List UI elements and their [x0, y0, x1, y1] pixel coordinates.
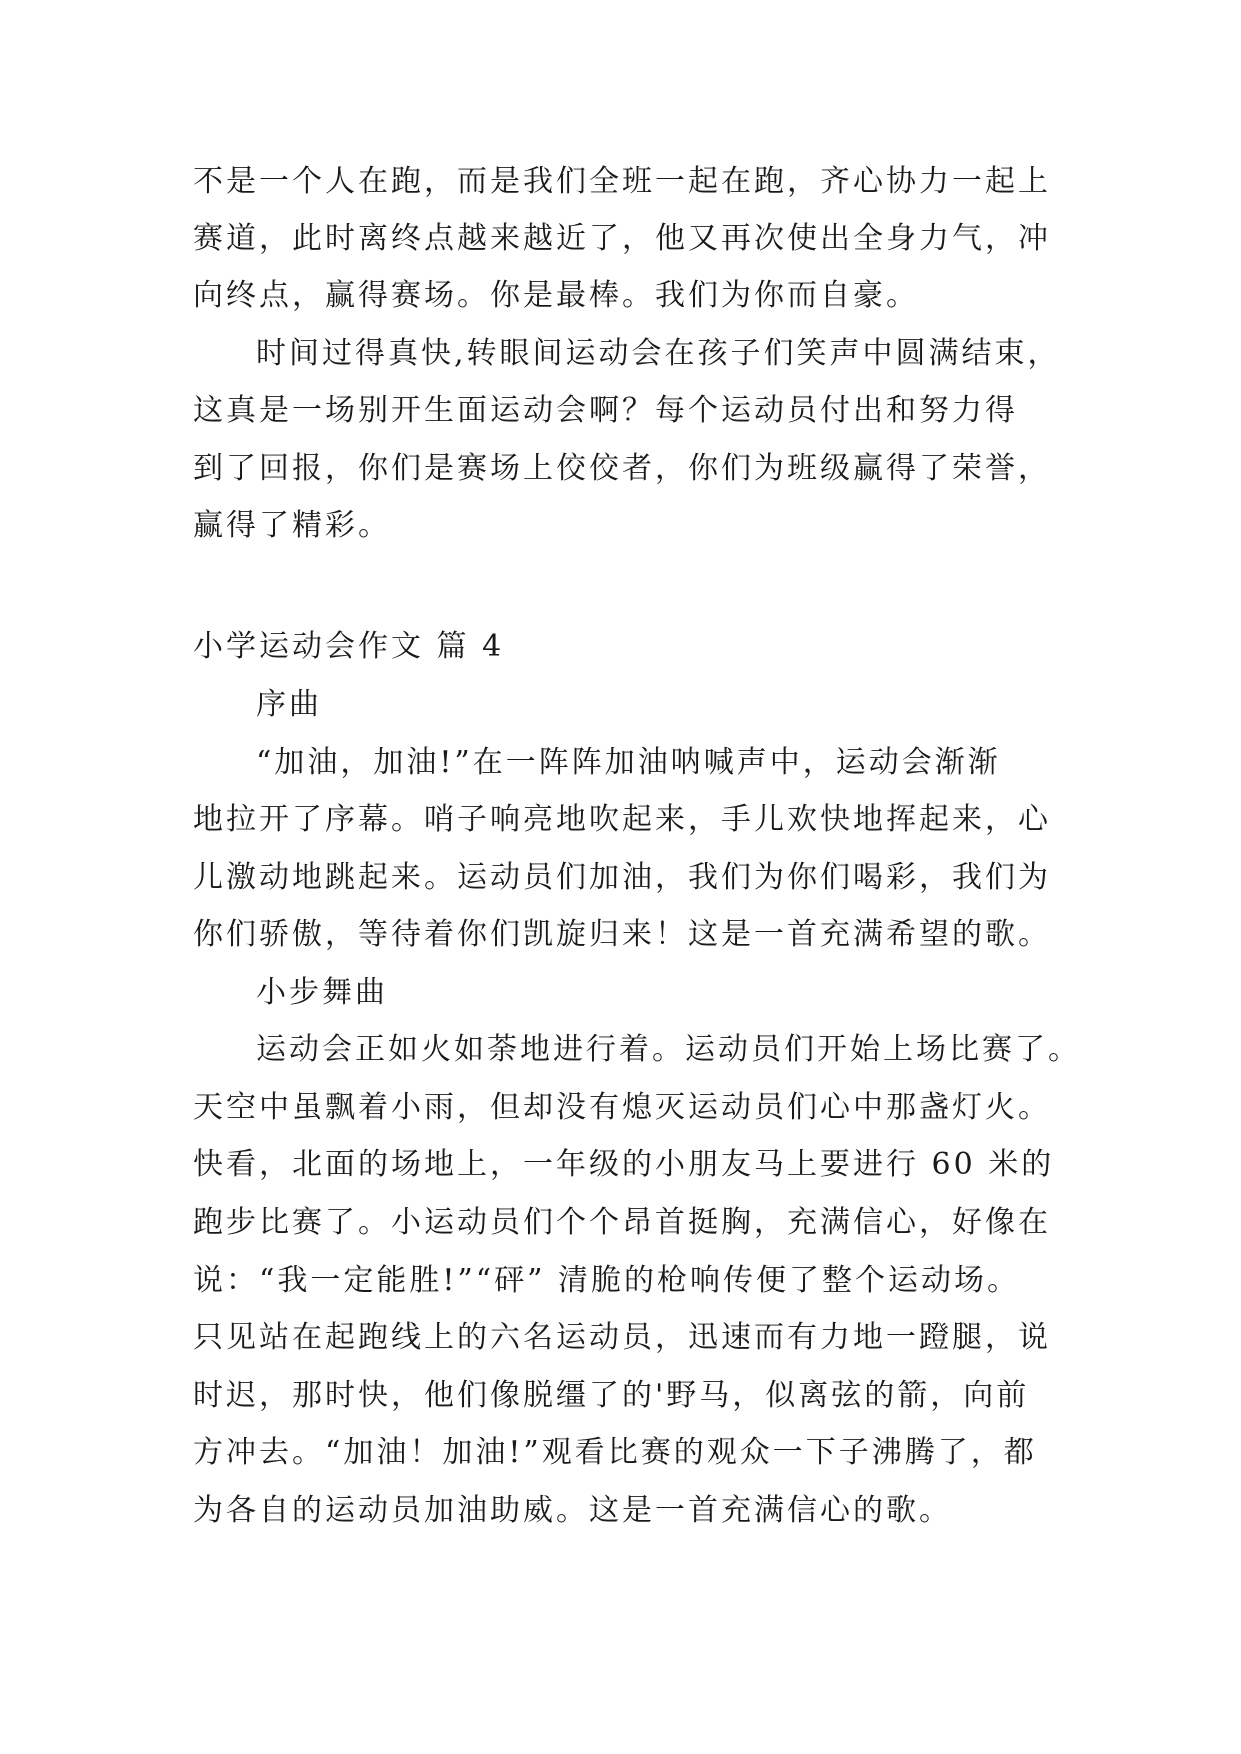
paragraph-line: 天空中虽飘着小雨，但却没有熄灭运动员们心中那盏灯火。: [193, 1090, 1051, 1125]
paragraph-line: 到了回报，你们是赛场上佼佼者，你们为班级赢得了荣誉，: [193, 451, 1051, 486]
paragraph-line: 这真是一场别开生面运动会啊？每个运动员付出和努力得: [193, 393, 1018, 428]
paragraph-line: 说：“我一定能胜!”“砰” 清脆的枪响传便了整个运动场。: [193, 1263, 1020, 1298]
paragraph-line: 地拉开了序幕。哨子响亮地吹起来，手儿欢快地挥起来，心: [193, 802, 1051, 837]
section-title: 小学运动会作文 篇 4: [193, 629, 505, 664]
paragraph-line: 赢得了精彩。: [193, 508, 391, 543]
subsection-heading: 小步舞曲: [256, 975, 388, 1010]
paragraph-line: 赛道，此时离终点越来越近了，他又再次使出全身力气，冲: [193, 221, 1051, 256]
paragraph-line: 方冲去。“加油！加油!”观看比赛的观众一下子沸腾了，都: [193, 1435, 1037, 1470]
paragraph-line: 只见站在起跑线上的六名运动员，迅速而有力地一蹬腿，说: [193, 1320, 1051, 1355]
paragraph-line: 向终点，赢得赛场。你是最棒。我们为你而自豪。: [193, 278, 919, 313]
paragraph-line: 时迟，那时快，他们像脱缰了的'野马，似离弦的箭，向前: [193, 1378, 1030, 1413]
paragraph-line: 跑步比赛了。小运动员们个个昂首挺胸，充满信心，好像在: [193, 1205, 1051, 1240]
subsection-heading: 序曲: [256, 687, 322, 722]
paragraph-line: 运动会正如火如荼地进行着。运动员们开始上场比赛了。: [256, 1032, 1081, 1067]
paragraph-line: 快看，北面的场地上，一年级的小朋友马上要进行 60 米的: [193, 1147, 1055, 1182]
paragraph-line: 儿激动地跳起来。运动员们加油，我们为你们喝彩，我们为: [193, 860, 1051, 895]
paragraph-line: 为各自的运动员加油助威。这是一首充满信心的歌。: [193, 1493, 952, 1528]
paragraph-line: “加油，加油!”在一阵阵加油呐喊声中，运动会渐渐: [256, 745, 1001, 780]
paragraph-line: 你们骄傲，等待着你们凯旋归来！这是一首充满希望的歌。: [193, 917, 1051, 952]
paragraph-line: 不是一个人在跑，而是我们全班一起在跑，齐心协力一起上: [193, 164, 1051, 199]
paragraph-line: 时间过得真快,转眼间运动会在孩子们笑声中圆满结束，: [256, 336, 1061, 371]
